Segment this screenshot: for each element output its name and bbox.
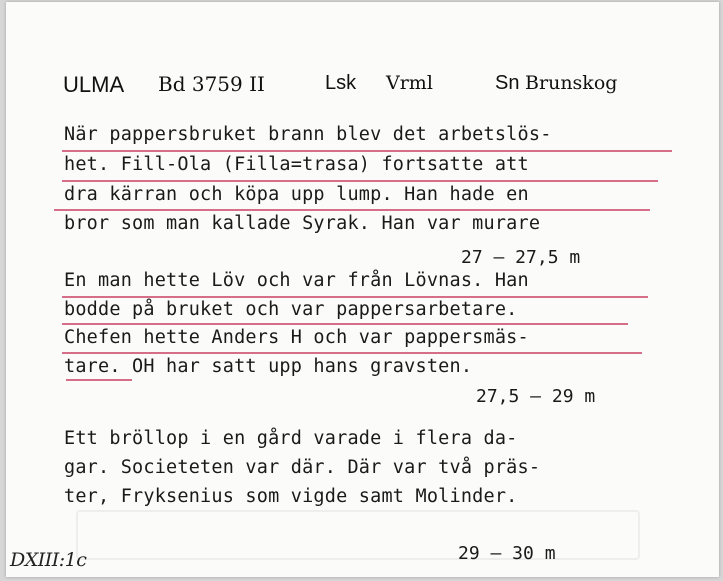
underline: [62, 323, 628, 325]
underline: [62, 296, 648, 298]
archive-stamp: DXIII:1c: [10, 549, 87, 571]
text-line: Ett bröllop i en gård varade i flera da-: [64, 428, 518, 449]
volume-number: Bd 3759 II: [158, 72, 265, 96]
archive-code: ULMA: [63, 72, 125, 97]
underline: [66, 379, 132, 381]
underline: [62, 150, 672, 152]
underline: [54, 209, 650, 211]
landskap-label: Lsk: [325, 72, 357, 94]
text-line: het. Fill-Ola (Filla=trasa) fortsatte att: [64, 154, 529, 175]
text-line: gar. Societeten var där. Där var två präs-: [64, 457, 541, 478]
page-reference: 27,5 – 29 m: [476, 386, 596, 407]
text-line: En man hette Löv och var från Lövnas. Han: [64, 270, 529, 291]
parish-label: Sn: [495, 72, 520, 94]
province-name: Vrml: [386, 72, 433, 94]
parish-name: Brunskog: [525, 72, 618, 94]
text-line: dra kärran och köpa upp lump. Han hade en: [64, 184, 529, 205]
index-card: [6, 2, 719, 577]
text-line: Chefen hette Anders H och var pappersmäs-: [64, 327, 529, 348]
text-line: bodde på bruket och var pappersarbetare.: [64, 299, 518, 320]
underline: [62, 352, 642, 354]
page-reference: 27 – 27,5 m: [461, 247, 581, 268]
text-line: bror som man kallade Syrak. Han var murare: [64, 213, 541, 234]
underline: [62, 180, 658, 182]
text-line: När pappersbruket brann blev det arbetslös-: [64, 124, 552, 145]
card-header: [63, 72, 663, 102]
text-line: ter, Fryksenius som vigde samt Molinder.: [64, 486, 518, 507]
parish-field: [495, 72, 617, 95]
text-line: tare. OH har satt upp hans gravsten.: [64, 356, 473, 377]
page-reference: 29 – 30 m: [458, 543, 556, 564]
